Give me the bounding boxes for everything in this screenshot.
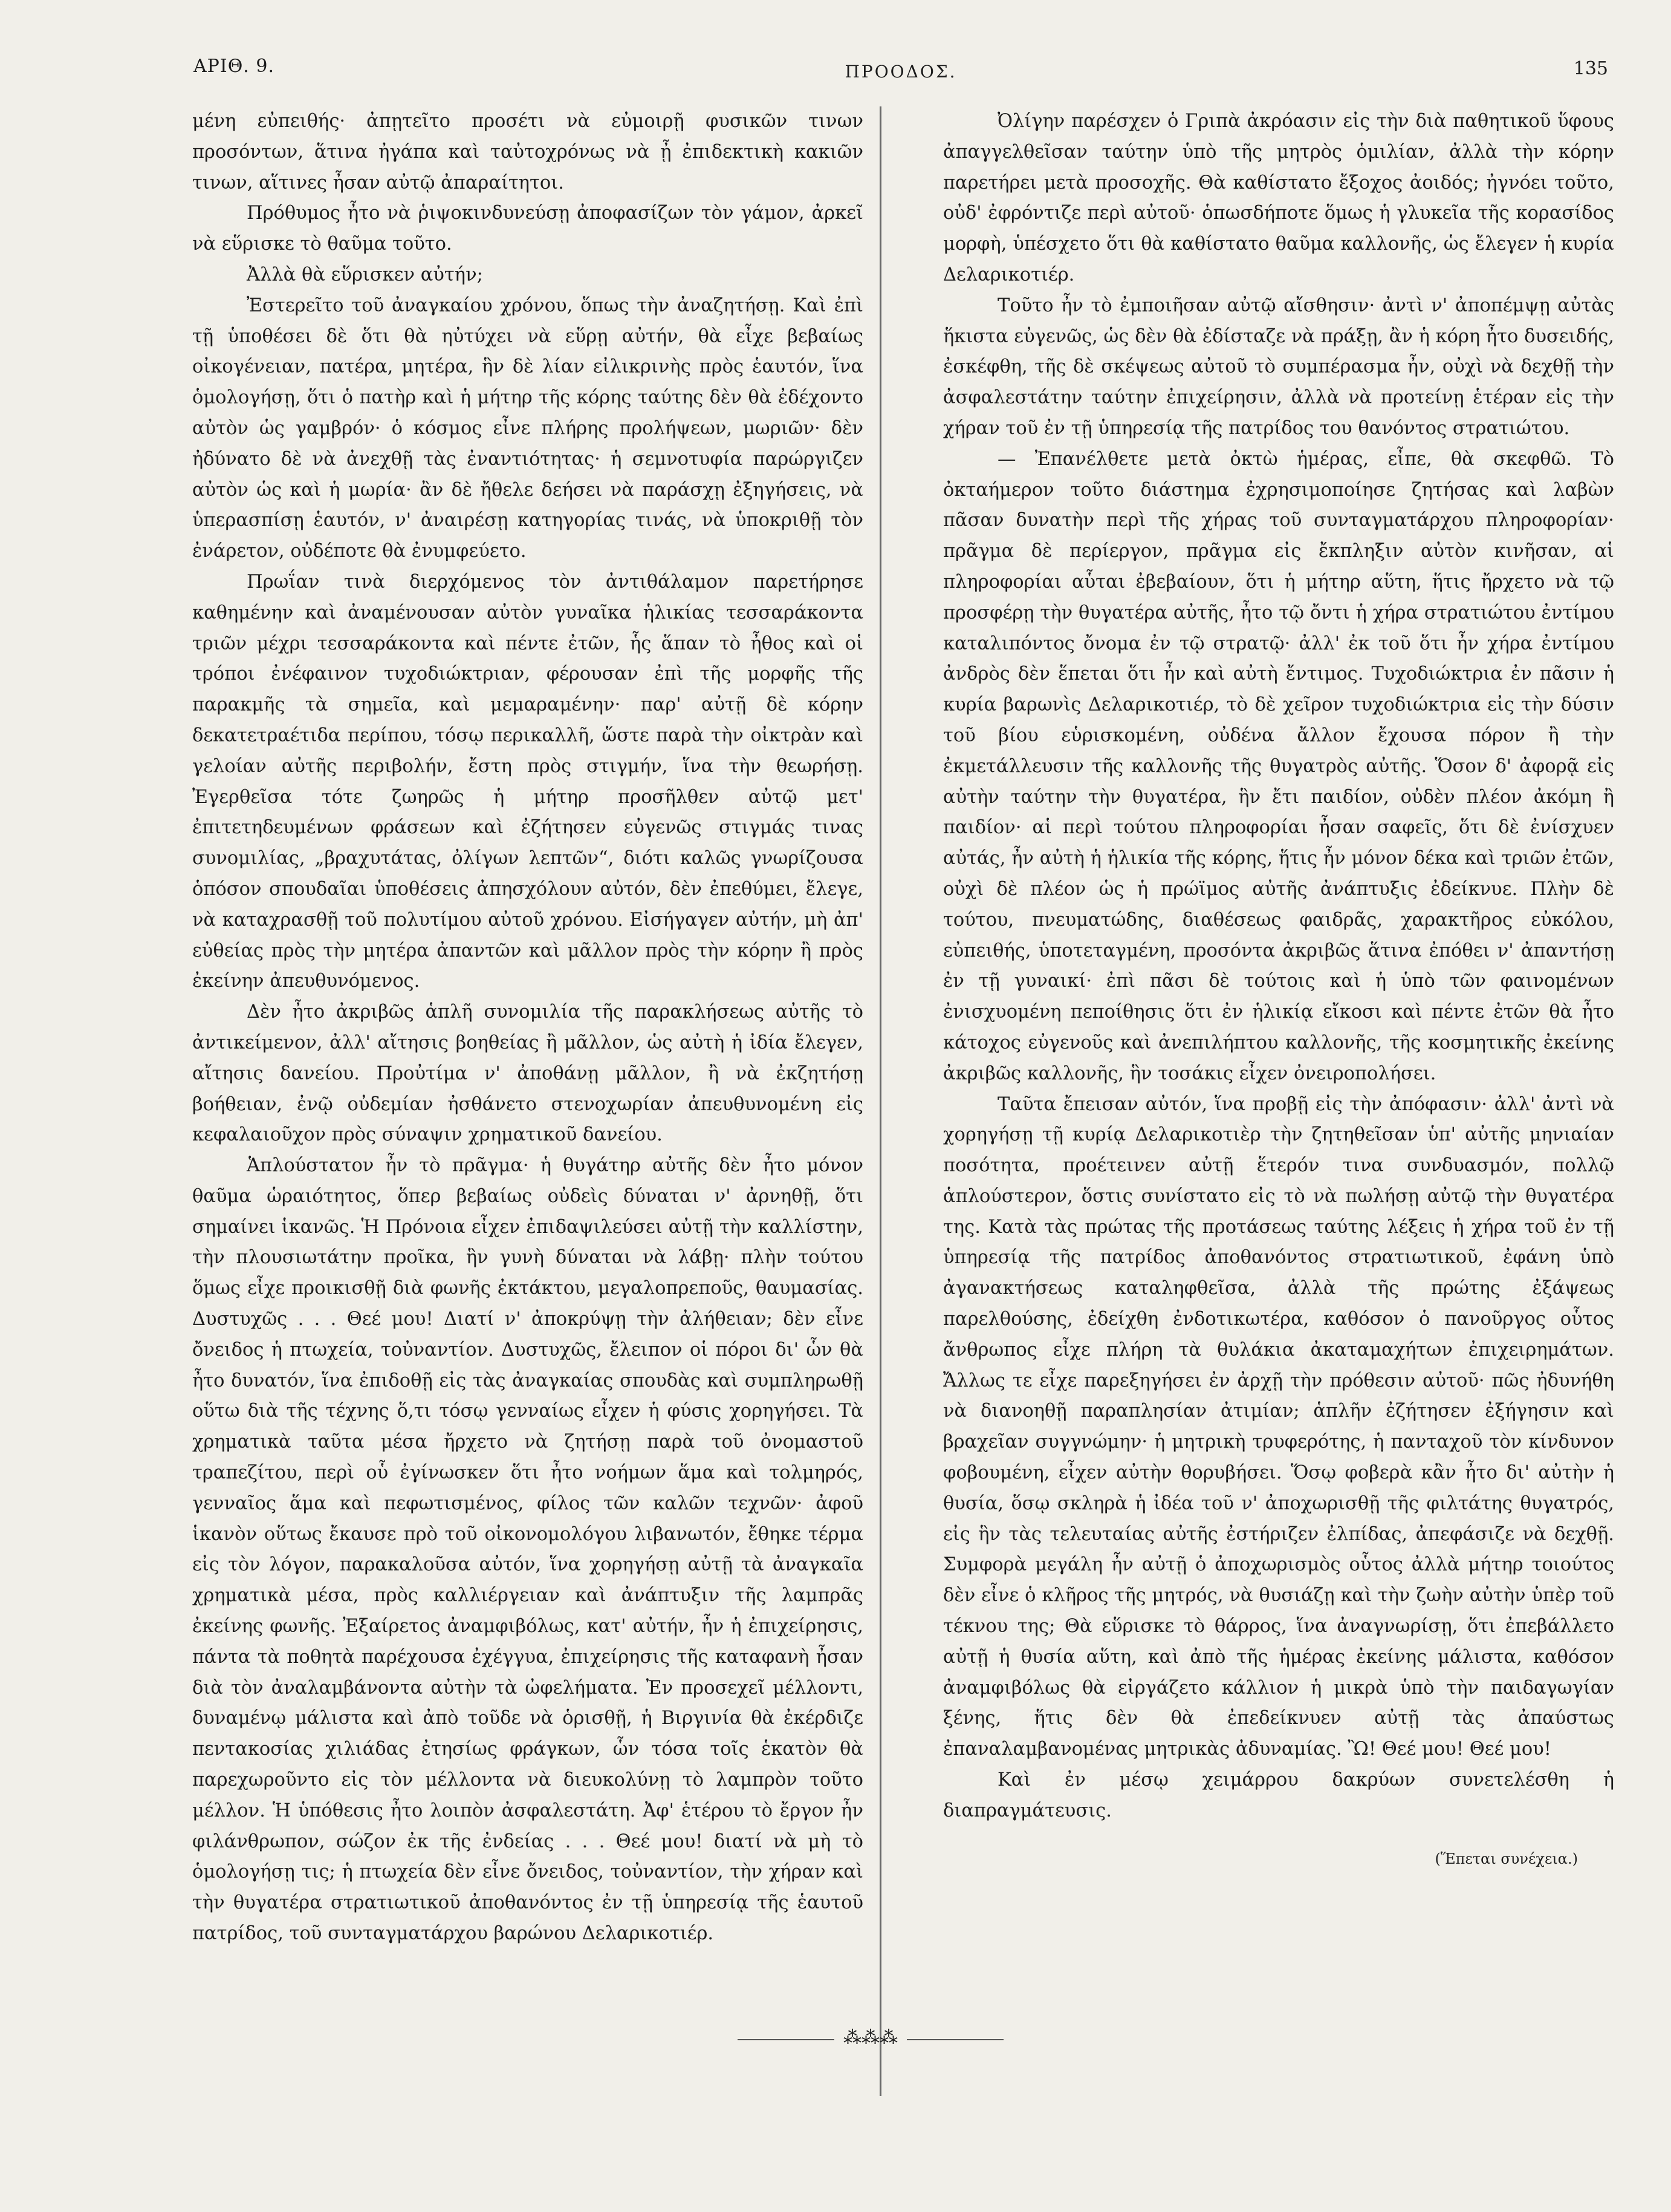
paragraph: Τοῦτο ἦν τὸ ἐμποιῆσαν αὐτῷ αἴσθησιν· ἀντὶ ν' ἀποπέμψῃ αὐτὰς ἥκιστα εὐγενῶς, ὡς δὲν θὰ ἐδίσταζε νὰ πράξῃ, ἂν ἡ κόρη ἦτο δυσειδής, ἐσκέφθη, τῆς δὲ σκέψεως αὐτοῦ τὸ συμπέρασμα ἦν, οὐχὶ νὰ δεχθῇ τὴν ἀσφαλεστάτην ταύτην ἐπιχείρησιν, ἀλλὰ νὰ προτείνῃ ἑτέραν εἰς τὴν χήραν τοῦ ἐν τῇ ὑπηρεσίᾳ τῆς πατρίδος του θανόντος στρατιώτου.	[943, 294, 1614, 439]
issue-number: ΑΡΙΘ. 9.	[193, 56, 274, 77]
ornament-rule-right	[907, 2039, 1004, 2040]
right-column	[943, 106, 1614, 1874]
paragraph: Ταῦτα ἔπεισαν αὐτόν, ἵνα προβῇ εἰς τὴν ἀπόφασιν· ἀλλ' ἀντὶ νὰ χορηγήσῃ τῇ κυρίᾳ Δελαρικοτιὲρ τὴν ζητηθεῖσαν ὑπ' αὐτῆς μηνιαίαν ποσότητα, προέτεινεν αὐτῇ ἕτερόν τινα συνδυασμόν, πολλῷ ἁπλούστερον, ὅστις συνίστατο εἰς τὸ νὰ πωλήσῃ αὐτῷ τὴν θυγατέρα της. Κατὰ τὰς πρώτας τῆς προτάσεως ταύτης λέξεις ἡ χήρα τοῦ ἐν τῇ ὑπηρεσίᾳ τῆς πατρίδος ἀποθανόντος στρατιωτικοῦ, ἐφάνη ὑπὸ ἀγανακτήσεως καταληφθεῖσα, ἀλλὰ τῆς πρώτης ἐξάψεως παρελθούσης, ἐδείχθη ἐνδοτικωτέρα, καθόσον ὁ πανοῦργος οὗτος ἄνθρωπος εἶχε πλήρη τὰ θυλάκια ἀκαταμαχήτων ἐπιχειρημάτων. Ἄλλως τε εἶχε παρεξηγήσει ἐν ἀρχῇ τὴν πρόθεσιν αὐτοῦ· πῶς ἠδυνήθη νὰ διανοηθῇ παραπλησίαν ἀτιμίαν; ἁπλῆν ἐζήτησεν ἐξήγησιν καὶ βραχεῖαν συγγνώμην· ἡ μητρικὴ τρυφερότης, ἡ πανταχοῦ τὸν κίνδυνον φοβουμένη, εἶχεν αὐτὴν θορυβήσει. Ὅσῳ φοβερὰ κἂν ἦτο δι' αὐτὴν ἡ θυσία, ὅσῳ σκληρὰ ἡ ἰδέα τοῦ ν' ἀποχωρισθῇ τῆς φιλτάτης θυγατρός, εἰς ἣν τὰς τελευταίας αὐτῆς ἐστήριζεν ἐλπίδας, ἀπεφάσιζε νὰ δεχθῇ. Συμφορὰ μεγάλη ἦν αὐτῇ ὁ ἀποχωρισμὸς οὗτος ἀλλὰ μήτηρ τοιούτος δὲν εἶνε ὁ κλῆρος τῆς μητρός, νὰ θυσιάζῃ καὶ τὴν ζωὴν αὐτὴν ὑπὲρ τοῦ τέκνου της; Θὰ εὕρισκε τὸ θάρρος, ἵνα ἀναγνωρίσῃ, ὅτι ἐπεβάλλετο αὐτῇ ἡ θυσία αὕτη, καὶ ἀπὸ τῆς ἡμέρας ἐκείνης μάλιστα, καθόσον ἀναμφιβόλως θὰ εἰργάζετο κάλλιον ἡ μικρὰ ὑπὸ τὴν παιδαγωγίαν ξένης, ἥτις δὲν θὰ ἐπεδείκνυεν αὐτῇ τὰς ἀπαύστως ἐπαναλαμβανομένας μητρικὰς ἀδυναμίας. Ὢ! Θεέ μου! Θεέ μου!	[943, 1093, 1614, 1760]
paragraph: Ὀλίγην παρέσχεν ὁ Γριπὰ ἀκρόασιν εἰς τὴν διὰ παθητικοῦ ὕφους ἀπαγγελθεῖσαν ταύτην ὑπὸ τῆς μητρὸς ὁμιλίαν, ἀλλὰ τὴν κόρην παρετήρει μετὰ προσοχῆς. Θὰ καθίστατο ἔξοχος ἀοιδός; ἠγνόει τοῦτο, οὐδ' ἐφρόντιζε περὶ αὐτοῦ· ὁπωσδήποτε ὅμως ἡ γλυκεῖα τῆς κορασίδος μορφὴ, ὑπέσχετο ὅτι θὰ καθίστατο θαῦμα καλλονῆς, ὡς ἔλεγεν ἡ κυρία Δελαρικοτιέρ.	[943, 111, 1614, 285]
continued-note: (Ἕπεται συνέχεια.)	[1435, 1850, 1578, 1867]
bottom-ornament	[713, 2027, 1028, 2051]
paragraph: Ἀλλὰ θὰ εὕρισκεν αὐτήν;	[247, 264, 483, 285]
page-header	[193, 56, 1608, 92]
paragraph: Πρόθυμος ἦτο νὰ ῥιψοκινδυνεύσῃ ἀποφασίζων τὸν γάμον, ἀρκεῖ νὰ εὕρισκε τὸ θαῦμα τοῦτο.	[192, 203, 863, 255]
paragraph: — Ἐπανέλθετε μετὰ ὀκτὼ ἡμέρας, εἶπε, θὰ σκεφθῶ. Τὸ ὀκταήμερον τοῦτο διάστημα ἐχρησιμοποίησε ζητήσας καὶ λαβὼν πᾶσαν δυνατὴν περὶ τῆς χήρας τοῦ συνταγματάρχου πληροφορίαν· πρᾶγμα δὲ περίεργον, πρᾶγμα εἰς ἔκπληξιν αὐτὸν κινῆσαν, αἱ πληροφορίαι αὗται ἐβεβαίουν, ὅτι ἡ μήτηρ αὕτη, ἥτις ἤρχετο νὰ τῷ προσφέρῃ τὴν θυγατέρα αὐτῆς, ἦτο τῷ ὄντι ἡ χήρα στρατιώτου ἐντίμου καταλιπόντος ὄνομα ἐν τῷ στρατῷ· ἀλλ' ἐκ τοῦ ὅτι ἦν χήρα ἐντίμου ἀνδρὸς δὲν ἕπεται ὅτι ἦν καὶ αὐτὴ ἔντιμος. Τυχοδιώκτρια ἐν πᾶσιν ἡ κυρία βαρωνὶς Δελαρικοτιέρ, τὸ δὲ χεῖρον τυχοδιώκτρια εἰς τὴν δύσιν τοῦ βίου εὑρισκομένη, οὐδένα ἄλλον ἔχουσα πόρον ἢ τὴν ἐκμετάλλευσιν τῆς καλλονῆς τῆς θυγατρὸς αὐτῆς. Ὅσον δ' ἀφορᾷ εἰς αὐτὴν ταύτην τὴν θυγατέρα, ἣν ἔτι παιδίον, οὐδὲν πλέον ἀκόμη ἢ παιδίον· αἱ περὶ τούτου πληροφορίαι ἦσαν σαφεῖς, ὅτι δὲ ἐνίσχυεν αὐτάς, ἦν αὐτὴ ἡ ἡλικία τῆς κόρης, ἥτις ἦν μόνον δέκα καὶ τριῶν ἐτῶν, οὐχὶ δὲ πλέον ὡς ἡ πρώϊμος αὐτῆς ἀνάπτυξις ἐδείκνυε. Πλὴν δὲ τούτου, πνευματώδης, διαθέσεως φαιδρᾶς, χαρακτῆρος εὐκόλου, εὐπειθής, ὑποτεταγμένη, προσόντα ἀκριβῶς ἅτινα ἐπόθει ν' ἀπαντήσῃ ἐν τῇ γυναικί· ἐπὶ πᾶσι δὲ τούτοις καὶ ἡ ὑπὸ τῶν φαινομένων ἐνισχυομένη πεποίθησις ὅτι ἐν ἡλικίᾳ εἴκοσι καὶ πέντε ἐτῶν θὰ ἦτο κάτοχος εὐγενοῦς καὶ ἀνεπιλήπτου καλλονῆς, τῆς κοσμητικῆς ἐκείνης ἀκριβῶς καλλονῆς, ἣν τοσάκις εἶχεν ὀνειροπολήσει.	[943, 448, 1614, 1084]
paragraph: μένη εὐπειθής· ἀπῃτεῖτο προσέτι νὰ εὐμοιρῇ φυσικῶν τινων προσόντων, ἅτινα ἠγάπα καὶ ταὐτοχρόνως νὰ ᾖ ἐπιδεκτικὴ κακιῶν τινων, αἵτινες ἦσαν αὐτῷ ἀπαραίτητοι.	[192, 111, 863, 194]
column-divider	[880, 106, 881, 2096]
paragraph: Πρωΐαν τινὰ διερχόμενος τὸν ἀντιθάλαμον παρετήρησε καθημένην καὶ ἀναμένουσαν αὐτὸν γυναῖκα ἡλικίας τεσσαράκοντα τριῶν μέχρι τεσσαράκοντα καὶ πέντε ἐτῶν, ἧς ἅπαν τὸ ἦθος καὶ οἱ τρόποι ἐνέφαινον τυχοδιώκτριαν, φέρουσαν ἐπὶ τῆς μορφῆς τῆς παρακμῆς τὰ σημεῖα, καὶ μεμαραμένην· παρ' αὐτῇ δὲ κόρην δεκατετραέτιδα περίπου, τόσῳ περικαλλῆ, ὥστε παρὰ τὴν οἰκτρὰν καὶ γελοίαν αὐτῆς περιβολήν, ἔστη πρὸς στιγμήν, ἵνα τὴν θεωρήσῃ. Ἐγερθεῖσα τότε ζωηρῶς ἡ μήτηρ προσῆλθεν αὐτῷ μετ' ἐπιτετηδευμένων φράσεων καὶ ἐζήτησεν εὐγενῶς στιγμάς τινας συνομιλίας, „βραχυτάτας, ὀλίγων λεπτῶν“, διότι καλῶς γνωρίζουσα ὁπόσον σπουδαῖαι ὑποθέσεις ἀπησχόλουν αὐτόν, δὲν ἐπεθύμει, ἔλεγε, νὰ καταχρασθῇ τοῦ πολυτίμου αὐτοῦ χρόνου. Εἰσήγαγεν αὐτήν, μὴ ἀπ' εὐθείας πρὸς τὴν μητέρα ἀπαντῶν καὶ μᾶλλον πρὸς τὴν κόρην ἢ πρὸς ἐκείνην ἀπευθυνόμενος.	[192, 571, 863, 992]
page-number: 135	[1573, 58, 1608, 79]
left-column	[192, 106, 863, 1950]
paragraph: Ἐστερεῖτο τοῦ ἀναγκαίου χρόνου, ὅπως τὴν ἀναζητήσῃ. Καὶ ἐπὶ τῇ ὑποθέσει δὲ ὅτι θὰ ηὐτύχει νὰ εὕρῃ αὐτήν, θὰ εἶχε βεβαίως οἰκογένειαν, πατέρα, μητέρα, ἣν δὲ λίαν εἰλικρινὴς πρὸς ἑαυτόν, ἵνα ὁμολογήσῃ, ὅτι ὁ πατὴρ καὶ ἡ μήτηρ τῆς κόρης ταύτης δὲν θὰ ἐδέχοντο αὐτὸν ὡς γαμβρόν· ὁ κόσμος εἶνε πλήρης προλήψεων, μωριῶν· δὲν ἠδύνατο δὲ νὰ ἀνεχθῇ τὰς ἐναντιότητας· ἡ σεμνοτυφία παρώργιζεν αὐτὸν ὡς καὶ ἡ μωρία· ἂν δὲ ἤθελε δεήσει νὰ παράσχῃ ἐξηγήσεις, νὰ ὑπερασπίσῃ ἑαυτόν, ν' ἀναιρέσῃ κατηγορίας τινάς, νὰ ὑποκριθῇ τὸν ἐνάρετον, οὐδέποτε θὰ ἐνυμφεύετο.	[192, 294, 863, 562]
paragraph: Δὲν ἦτο ἀκριβῶς ἁπλῆ συνομιλία τῆς παρακλήσεως αὐτῆς τὸ ἀντικείμενον, ἀλλ' αἴτησις βοηθείας ἢ μᾶλλον, ὡς αὐτὴ ἡ ἰδία ἔλεγεν, αἴτησις δανείου. Προὐτίμα ν' ἀποθάνῃ μᾶλλον, ἢ νὰ ἐκζητήσῃ βοήθειαν, ἐνῷ οὐδεμίαν ἠσθάνετο στενοχωρίαν ἀπευθυνομένη εἰς κεφαλαιοῦχον πρὸς σύναψιν χρηματικοῦ δανείου.	[192, 1001, 863, 1146]
ornament-glyph: ⁂⁂⁂	[843, 2027, 898, 2048]
paragraph: Ἁπλούστατον ἦν τὸ πρᾶγμα· ἡ θυγάτηρ αὐτῆς δὲν ἦτο μόνον θαῦμα ὡραιότητος, ὅπερ βεβαίως οὐδεὶς δύναται ν' ἀρνηθῇ, ὅτι σημαίνει ἱκανῶς. Ἡ Πρόνοια εἶχεν ἐπιδαψιλεύσει αὐτῇ τὴν καλλίστην, τὴν πλουσιωτάτην προῖκα, ἣν γυνὴ δύναται νὰ λάβῃ· πλὴν τούτου ὅμως εἶχε προικισθῇ διὰ φωνῆς ἐκτάκτου, μεγαλοπρεποῦς, θαυμασίας. Δυστυχῶς . . . Θεέ μου! Διατί ν' ἀποκρύψῃ τὴν ἀλήθειαν; δὲν εἶνε ὄνειδος ἡ πτωχεία, τοὐναντίον. Δυστυχῶς, ἔλειπον οἱ πόροι δι' ὧν θὰ ἦτο δυνατόν, ἵνα ἐπιδοθῇ εἰς τὰς ἀναγκαίας σπουδὰς καὶ συμπληρωθῇ οὕτω διὰ τῆς τέχνης ὅ,τι τόσῳ γενναίως εἶχεν ἡ φύσις χορηγήσει. Τὰ χρηματικὰ ταῦτα μέσα ἤρχετο νὰ ζητήσῃ παρὰ τοῦ ὀνομαστοῦ τραπεζίτου, περὶ οὗ ἐγίνωσκεν ὅτι ἦτο νοήμων ἅμα καὶ τολμηρός, γενναῖος ἅμα καὶ πεφωτισμένος, φίλος τῶν καλῶν τεχνῶν· ἀφοῦ ἱκανὸν οὕτως ἔκαυσε πρὸ τοῦ οἰκονομολόγου λιβανωτόν, ἔθηκε τέρμα εἰς τὸν λόγον, παρακαλοῦσα αὐτόν, ἵνα χορηγήσῃ αὐτῇ τὰ ἀναγκαῖα χρηματικὰ μέσα, πρὸς καλλιέργειαν καὶ ἀνάπτυξιν τῆς λαμπρᾶς ἐκείνης φωνῆς. Ἐξαίρετος ἀναμφιβόλως, κατ' αὐτήν, ἦν ἡ ἐπιχείρησις, πάντα τὰ ποθητὰ παρέχουσα ἐχέγγυα, ἐπιχείρησις τῆς καταφανὴ ἦσαν διὰ τὸν ἀναλαμβάνοντα αὐτὴν τὰ ὠφελήματα. Ἐν προσεχεῖ μέλλοντι, δυναμένῳ μάλιστα καὶ ἀπὸ τοῦδε νὰ ὁρισθῇ, ἡ Βιργινία θὰ ἐκέρδιζε πεντακοσίας χιλιάδας ἐτησίως φράγκων, ὧν τόσα τοῖς ἑκατὸν θὰ παρεχωροῦντο εἰς τὸν μέλλοντα νὰ διευκολύνῃ τὸ λαμπρὸν τοῦτο μέλλον. Ἡ ὑπόθεσις ἦτο λοιπὸν ἀσφαλεστάτη. Ἀφ' ἑτέρου τὸ ἔργον ἦν φιλάνθρωπον, σώζον ἐκ τῆς ἐνδείας . . . Θεέ μου! διατί νὰ μὴ τὸ ὁμολογήσῃ τις; ἡ πτωχεία δὲν εἶνε ὄνειδος, τοὐναντίον, τὴν χήραν καὶ τὴν θυγατέρα στρατιωτικοῦ ἀποθανόντος ἐν τῇ ὑπηρεσίᾳ τῆς ἑαυτοῦ πατρίδος, τοῦ συνταγματάρχου βαρώνου Δελαρικοτιέρ.	[192, 1155, 863, 1945]
publication-title: ΠΡΟΟΔΟΣ.	[845, 62, 957, 82]
paragraph: Καὶ ἐν μέσῳ χειμάρρου δακρύων συνετελέσθη ἡ διαπραγμάτευσις.	[943, 1769, 1614, 1821]
